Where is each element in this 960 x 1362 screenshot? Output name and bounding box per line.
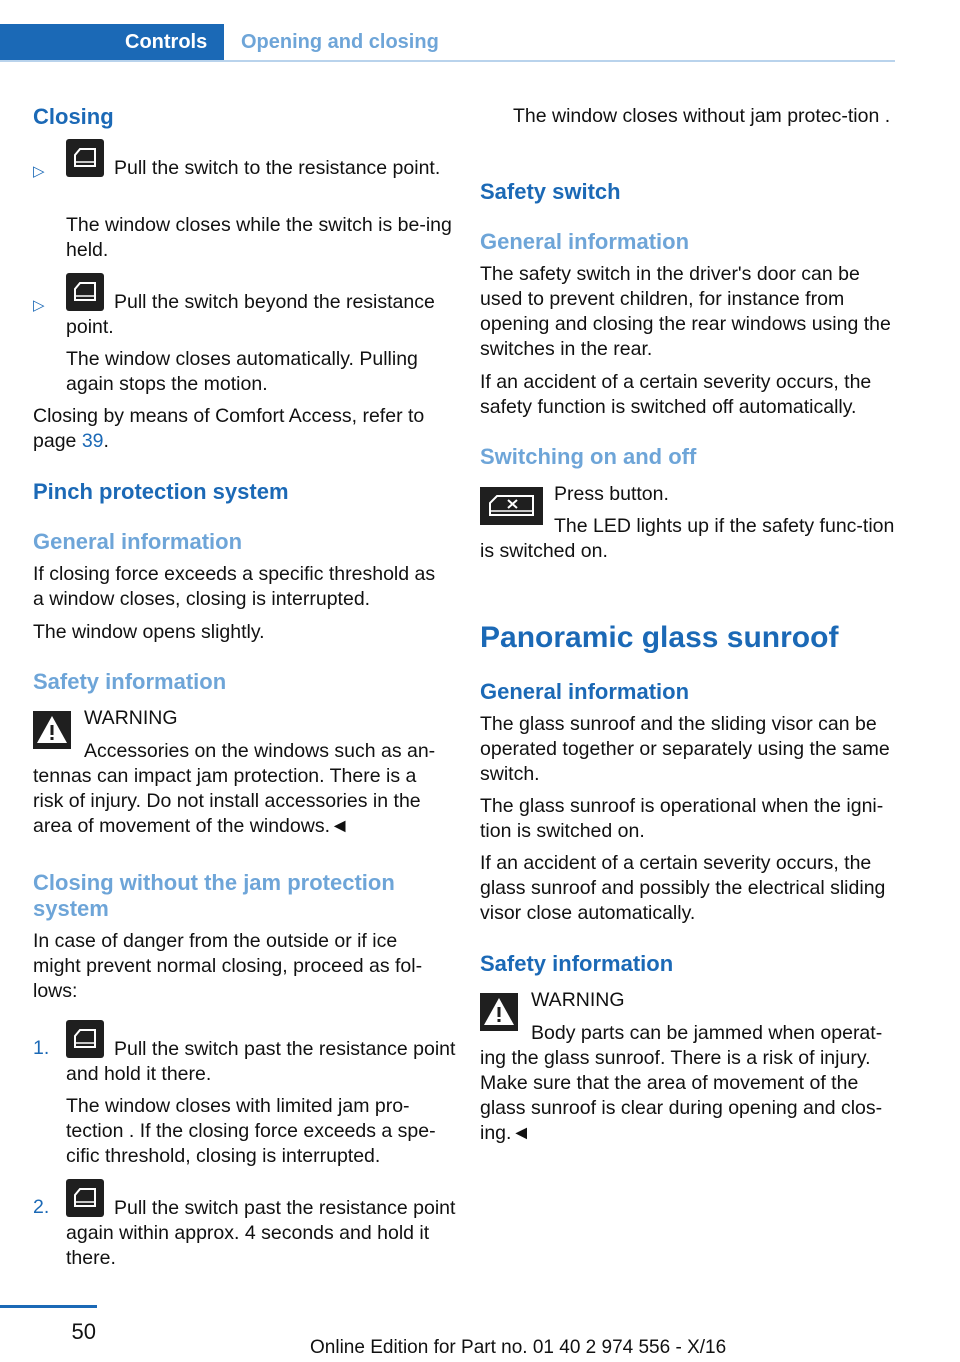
item2-text: Pull the switch beyond the resistance point.	[66, 291, 435, 338]
general-info-text-1: The safety switch in the driver's door can be used to prevent children, for instance from opening and closing the rear windows using the switches in the rear.	[480, 263, 891, 360]
sunroof-text-2: The glass sunroof is operational when the igni-tion is switched on.	[480, 795, 884, 842]
footer-rule	[0, 1305, 97, 1308]
general-info-heading: General information	[33, 529, 243, 554]
step1-number: 1.	[33, 1037, 50, 1059]
page-number: 50	[71, 1319, 96, 1344]
step1-subtext: The window closes with limited jam pro-tection . If the closing force exceeds a spe-cific threshold, closing is interrupted.	[66, 1095, 436, 1167]
sunroof-safety-heading: Safety information	[480, 951, 674, 976]
general-info-text-2: If an accident of a certain severity occurs, the safety function is switched off automatically.	[480, 371, 872, 418]
item1-text: Pull the switch to the resistance point.	[114, 157, 441, 179]
jam-protection-heading: Closing without the jam protection system	[33, 870, 395, 921]
sunroof-general-heading: General information	[480, 679, 690, 704]
continued-text: The window closes without jam protec-tion .	[513, 105, 891, 127]
item2-subtext: The window closes automatically. Pulling again stops the motion.	[66, 348, 418, 395]
led-text: The LED lights up if the safety func-tion is switched on.	[480, 515, 895, 562]
switching-heading: Switching on and off	[480, 444, 697, 469]
jam-intro-text: In case of danger from the outside or if ice might prevent normal closing, proceed as fol-lows:	[33, 930, 423, 1002]
item1-subtext: The window closes while the switch is be-ing held.	[66, 214, 452, 261]
section-tab-controls[interactable]: Controls	[0, 24, 224, 60]
page-header	[0, 24, 895, 62]
safety-info-heading: Safety information	[33, 669, 227, 694]
bullet-triangle-icon: ▷	[33, 297, 45, 314]
pinch-heading: Pinch protection system	[33, 479, 289, 504]
sunroof-text-1: The glass sunroof and the sliding visor can be operated together or separately using the same switch.	[480, 713, 890, 785]
warning-text: Accessories on the windows such as an-tennas can impact jam protection. There is a risk of injury. Do not install accessories in the area of movement of the windows.◄	[33, 740, 436, 837]
edition-text: Online Edition for Part no. 01 40 2 974 556 - X/16	[310, 1337, 727, 1358]
sunroof-text-3: If an accident of a certain severity occurs, the glass sunroof and possibly the electrical sliding visor close automatically.	[480, 852, 886, 924]
step2-text: Pull the switch past the resistance point again within approx. 4 seconds and hold it there.	[66, 1197, 456, 1269]
safety-switch-heading: Safety switch	[480, 179, 621, 204]
sunroof-heading: Panoramic glass sunroof	[480, 621, 839, 654]
page-link[interactable]: 39	[81, 430, 104, 452]
comfort-access-text: Closing by means of Comfort Access, refer to page 39.	[33, 405, 425, 452]
header-rule	[0, 60, 895, 62]
bullet-triangle-icon: ▷	[33, 163, 45, 180]
warning-label: WARNING	[531, 989, 625, 1011]
step2-number: 2.	[33, 1196, 50, 1218]
general-info-heading: General information	[480, 229, 690, 254]
general-info-text-1: If closing force exceeds a specific threshold as a window closes, closing is interrupted.	[33, 563, 436, 610]
warning-text: Body parts can be jammed when operat-ing the glass sunroof. There is a risk of injury. Make sure that the area of movement of the glass sunroof is clear during opening and clos-ing.◄	[480, 1022, 883, 1144]
section-tab-opening-closing[interactable]: Opening and closing	[241, 31, 439, 53]
general-info-text-2: The window opens slightly.	[33, 621, 265, 643]
warning-label: WARNING	[84, 707, 178, 729]
press-button-text: Press button.	[554, 483, 669, 505]
closing-heading: Closing	[33, 104, 114, 129]
step1-text: Pull the switch past the resistance point and hold it there.	[66, 1038, 456, 1085]
